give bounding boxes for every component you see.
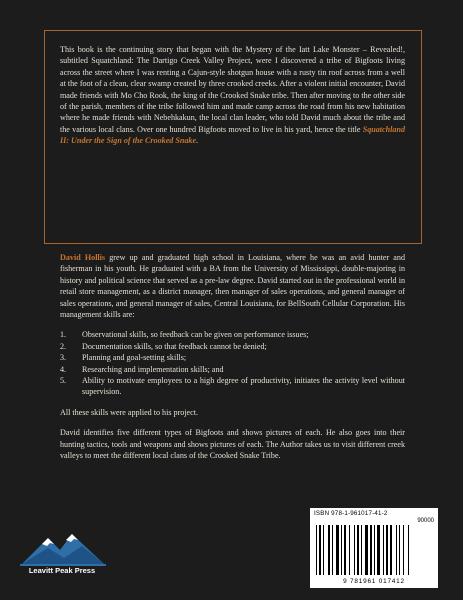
list-item: 1. Observational skills, so feedback can be given on performance issues;	[60, 330, 309, 340]
bio-applied: All these skills were applied to his project.	[60, 407, 199, 417]
list-item: 3. Planning and goal-setting skills;	[60, 353, 187, 363]
barcode-bars	[314, 525, 434, 577]
author-name: David Hollis	[60, 253, 106, 262]
blurb-text: This book is the continuing story that began with the Mystery of the Iatt Lake Monster – Revealed!, subtitled Squatchland: The Dartigo Creek Valley Project, were I discovered a tribe of Bigfoots living across the street where I was renting a Cajun-style shotgun house with a rusty tin roof across from a well at the foot of a clean, clear swamp created by three crooked creeks. After a violent initial encounter, David made friends with Mo Cho Rook, the king of the Crooked Snake tribe. Then after moving to the other side of the parish, members of the tribe followed him and made camp across the road from his new habitation where he made friends with Nebehkakun, the local clan leader, who told David much about the tribe and the various local clans. Over one hundred Bigfoots moved to live in his yard, hence the title	[60, 45, 405, 134]
mountain-icon	[12, 520, 112, 590]
book-title: Squatchland II: Under the Sign of the Crooked Snake	[60, 124, 405, 146]
barcode	[310, 508, 438, 588]
barcode-number: 9 781961 017412	[343, 578, 405, 585]
publisher-name: Leavitt Peak Press	[28, 566, 96, 575]
isbn-label: ISBN 978-1-961017-41-2	[314, 510, 388, 517]
bio-intro: David Hollis grew up and graduated high school in Louisiana, where he was an avid hunter and fisherman in his youth. He graduated with a BA from the University of Mississippi, double-majoring in history and political science that served as a pre-law degree. David started out in the professional world in retail store management, as a district manager, then manager of sales operations, and general manager of sales operations, and general manager of sales, Central Louisiana, for BellSouth Cellular Corporation. His management skills are:	[60, 253, 405, 320]
list-item: 2. Documentation skills, so that feedback cannot be denied;	[60, 341, 267, 351]
blurb-end: .	[196, 136, 199, 146]
bio-closing: David identifies five different types of Bigfoots and shows pictures of each. He also goes into their hunting tactics, tools and weapons and shows pictures of each. The Author takes us to visit different creek valleys to meet the different local clans of the Crooked Snake Tribe.	[60, 428, 405, 461]
list-item: 5. Ability to motivate employees to a high degree of productivity, initiates the activity level without supervision.	[60, 376, 405, 397]
list-item: 4. Researching and implementation skills; and	[60, 364, 224, 374]
skills-list	[60, 329, 405, 397]
back-cover-blurb	[60, 44, 405, 147]
author-bio	[60, 252, 405, 471]
price-code: 90000	[417, 518, 434, 524]
